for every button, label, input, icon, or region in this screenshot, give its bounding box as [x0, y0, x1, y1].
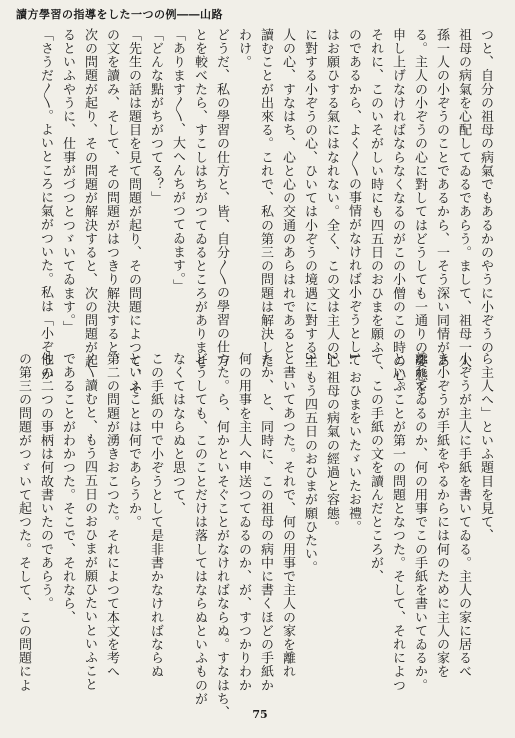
text-column: つと、自分の祖母の病氣でもあるかのやうに小ぞうの: [478, 28, 493, 355]
text-column: この手紙の中で小ぞうとして是非書かなければならぬ: [148, 352, 163, 679]
text-column: るといふやうに、仕事がづつとつゞいてゐます。」: [60, 28, 75, 335]
text-column: 1. おひまをいたゞいたお禮。: [346, 352, 361, 534]
text-column: の文を讀み、そして、その問題がはつきり解決すると、: [104, 28, 119, 368]
text-column: 2. 祖母の病氣の經過と容態。: [324, 352, 339, 534]
text-column: であることがわかつた。そこで、それなら、: [60, 352, 75, 624]
text-column: て、この手紙の文を讀んだところが、: [368, 352, 383, 584]
text-column: とを較べたら、すこしはちがつてゐるところがありませ: [192, 28, 207, 368]
text-column: 小ぞうが主人に手紙を書いてゐる。主人の家に居るべ: [456, 352, 471, 679]
text-column: 第二の問題が湧きおこつた。それによつて本文を考へ: [104, 352, 119, 679]
text-column: の第三の問題がつゞいて起つた。そして、この問題によ: [16, 352, 31, 692]
text-column: なくてはならぬと思つて、: [170, 352, 185, 516]
text-column: る。主人の小ぞうの心に對してはどうしても一通りの姿態を: [412, 28, 427, 396]
text-column: のであるから、よく〳〵の事情がなければ小ぞうとして: [346, 28, 361, 368]
text-column: 「あります〳〵、大へんちがつてゐます。」: [170, 28, 185, 293]
text-column: 3. もう四五日のおひまが願ひたい。: [302, 352, 317, 575]
text-column: 「先生の話は題目を見て問題が起り、その問題によつて、そ: [126, 28, 141, 396]
text-column: 人の心、すなはち、心と心の交通のあらはれであると: [280, 28, 295, 355]
text-column: つた。ら、何かといそぐことがなければならぬ。すなはち、: [214, 352, 229, 720]
text-column: 「さうだ〳〵。よいところに氣がついた。私は「小ぞうか: [38, 28, 53, 381]
text-column: といふことは何であらうか。: [126, 352, 141, 529]
text-column: はお願ひする氣にはなれない。全く、この文は主人の心: [324, 28, 339, 368]
upper-text-block: [24, 28, 496, 396]
text-column: どうしても、このことだけは落してはならぬといふものが: [192, 352, 207, 706]
text-column: どうだ、私の學習の仕方と、皆、自分〳〵の學習の仕方: [214, 28, 229, 368]
running-head: 讀方學習の指導をした一つの例――山路: [16, 8, 223, 21]
text-column: ら主人へ」といふ題目を見て、: [478, 352, 493, 543]
text-column: 他の二つの事柄は何故書いたのであらう。: [38, 352, 53, 611]
text-column: と書いてあつた。それで、何の用事で主人の家を離れ: [280, 352, 295, 679]
text-column: 次の問題が起り、その問題が解決すると、次の問題が起: [82, 28, 97, 368]
text-column: 〳〵讀むと、もう四五日のおひまが願ひたいといふこと: [82, 352, 97, 692]
text-column: 祖母の病氣を心配してゐるであらう。まして、祖母一人: [456, 28, 471, 368]
text-column: 孫一人の小ぞうのことであるから、一そう深い同情があ: [434, 28, 449, 368]
page-number: 75: [252, 708, 268, 721]
text-column: に對する小ぞうの心、ひいては小ぞうの境遇に對する主: [302, 28, 317, 368]
text-column: 何の用事を主人へ申送つてゐるのか、が、すつかりわか: [236, 352, 251, 692]
text-column: たか、と、同時に、この祖母の病中に書くほどの手紙か: [258, 352, 273, 692]
text-column: といふことが第一の問題となつた。そして、それによつ: [390, 352, 405, 692]
text-column: 讀むことが出來る。これで、私の第三の問題は解決した: [258, 28, 273, 368]
text-column: 申し上げなければならなくなるのがこの小僧のこの時の心。: [390, 28, 405, 396]
text-column: わけ。: [236, 28, 251, 69]
text-column: き小ぞうが手紙をやるからには何のために主人の家を: [434, 352, 449, 679]
text-column: それに、このいそがしい時にも四五日のおひまを願ふ: [368, 28, 383, 355]
text-column: 「どんな點がちがつてる？」: [148, 28, 163, 205]
text-column: 離れてゐるのか、何の用事でこの手紙を書いてゐるか。: [412, 352, 427, 692]
